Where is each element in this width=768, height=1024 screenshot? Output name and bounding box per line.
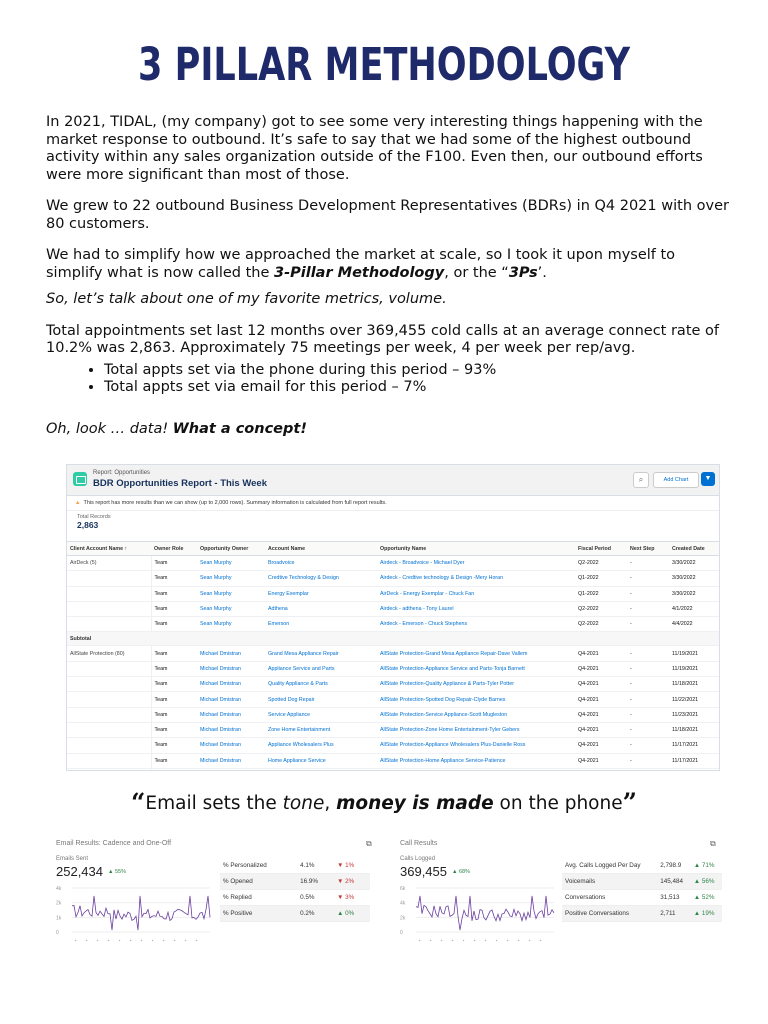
table-cell: - — [627, 722, 669, 737]
table-cell[interactable]: AllState Protection-Grand Mesa Appliance Repair-Dave Vallem — [377, 646, 575, 661]
emphasis: money is made — [336, 793, 494, 814]
group-cell — [67, 617, 151, 632]
sparkline-series — [72, 896, 210, 930]
x-tick-mark: ▪ — [84, 938, 89, 943]
table-cell[interactable]: Sean Murphy — [197, 617, 265, 632]
table-cell[interactable]: Service Appliance — [265, 707, 377, 722]
metric-value: 0.5% — [297, 890, 334, 906]
y-tick-label: 1k — [56, 915, 62, 922]
x-tick-mark: ▪ — [172, 938, 177, 943]
table-cell[interactable]: AllState Protection-Home Appliance Service-Patience — [377, 753, 575, 768]
warning-icon: ▲ — [75, 500, 81, 506]
column-header[interactable]: Owner Role — [151, 542, 197, 556]
metric-value: 2,798.9 — [657, 858, 691, 874]
table-cell: 11/17/2021 — [669, 753, 719, 768]
group-cell — [67, 722, 151, 737]
table-cell: - — [627, 586, 669, 601]
x-tick-mark: ▪ — [428, 938, 433, 943]
card-title: Call Results — [400, 840, 438, 847]
table-cell[interactable]: Emerson — [265, 617, 377, 632]
x-tick-mark: ▪ — [128, 938, 133, 943]
metric-row — [562, 858, 722, 874]
x-tick-mark: ▪ — [538, 938, 543, 943]
x-tick-mark: ▪ — [73, 938, 78, 943]
column-header[interactable]: Opportunity Owner — [197, 542, 265, 556]
calls-sparkline — [398, 884, 558, 946]
emphasis: tone — [282, 793, 325, 814]
x-tick-mark: ▪ — [117, 938, 122, 943]
call-results-card — [394, 836, 724, 948]
metric-value: 31,513 — [657, 890, 691, 906]
subtotal-row — [67, 632, 719, 646]
group-cell — [67, 571, 151, 586]
y-tick-label: 2k — [400, 915, 406, 922]
metric-value: 369,455 — [400, 864, 447, 879]
table-cell[interactable]: AllState Protection-Quality Appliance & Parts-Tyler Potter — [377, 677, 575, 692]
list-item: • Total appts set via email for this period – 7% — [104, 379, 736, 397]
x-tick-mark: ▪ — [450, 938, 455, 943]
emphasis: 3-Pillar Methodology — [274, 264, 445, 281]
paragraph: So, let’s talk about one of my favorite metrics, volume. — [46, 291, 447, 307]
table-cell: Team — [151, 601, 197, 616]
subtotal-label: Subtotal — [67, 632, 719, 646]
metric-label: Emails Sent — [56, 856, 89, 862]
table-cell[interactable]: AllState Protection-Appliance Wholesalers Plus-Danielle Ross — [377, 738, 575, 753]
table-cell[interactable]: Michael Dmistran — [197, 722, 265, 737]
table-cell: 3/30/2022 — [669, 556, 719, 571]
metric-value: 4.1% — [297, 858, 334, 874]
metric-change: ▼ 3% — [334, 890, 370, 906]
table-cell: Q2-2022 — [575, 617, 627, 632]
table-cell: 3/30/2022 — [669, 571, 719, 586]
metric-change: ▲ 68% — [452, 869, 470, 875]
table-cell: Team — [151, 722, 197, 737]
x-tick-mark: ▪ — [194, 938, 199, 943]
x-tick-mark: ▪ — [516, 938, 521, 943]
metric-change: ▼ 1% — [334, 858, 370, 874]
open-quote-mark: “ — [131, 788, 146, 817]
table-cell: Q2-2022 — [575, 556, 627, 571]
metric-value: 16.9% — [297, 874, 334, 890]
table-row — [67, 677, 719, 692]
group-cell — [67, 738, 151, 753]
report-title: BDR Opportunities Report - This Week — [93, 478, 268, 489]
table-cell: Team — [151, 646, 197, 661]
table-cell[interactable]: AllState Protection-Spotted Dog Repair-Clyde Barnes — [377, 692, 575, 707]
x-tick-mark: ▪ — [150, 938, 155, 943]
paragraph — [46, 247, 736, 282]
group-cell — [67, 586, 151, 601]
table-cell: Team — [151, 707, 197, 722]
table-cell[interactable] — [377, 768, 575, 771]
group-cell — [67, 677, 151, 692]
table-cell[interactable]: Michael Dmistran — [197, 692, 265, 707]
metric-name: % Opened — [220, 874, 297, 890]
x-tick-mark: ▪ — [483, 938, 488, 943]
table-cell: Q1-2022 — [575, 586, 627, 601]
external-link-icon[interactable]: ⧉ — [710, 839, 716, 848]
table-cell: Team — [151, 753, 197, 768]
table-cell: - — [627, 601, 669, 616]
x-tick-mark: ▪ — [505, 938, 510, 943]
pull-quote — [0, 788, 768, 817]
y-tick-label: 0 — [56, 930, 59, 936]
column-header[interactable]: Account Name — [265, 542, 377, 556]
emphasis: What a concept! — [172, 420, 307, 437]
table-cell[interactable]: Airdeck - Credtive technology & Design -Mery Horan — [377, 571, 575, 586]
table-cell: Team — [151, 586, 197, 601]
table-cell: - — [627, 738, 669, 753]
table-cell: Team — [151, 661, 197, 676]
paragraph: In 2021, TIDAL, (my company) got to see some very interesting things happening with the market response to outbound. It’s safe to say that we had some of the highest outbound activity within any sales organization outside of the F100. Even then, our outbound efforts were more significant than most of those. — [46, 114, 703, 183]
x-tick-mark: ▪ — [494, 938, 499, 943]
metric-change: ▲ 19% — [691, 906, 722, 922]
close-quote-mark: ” — [622, 788, 637, 817]
table-row — [67, 768, 719, 771]
column-header[interactable]: Next Step — [627, 542, 669, 556]
table-cell[interactable]: Broadvoice — [265, 556, 377, 571]
x-tick-mark: ▪ — [106, 938, 111, 943]
metric-value: 252,434 — [56, 864, 103, 879]
metric-change: ▲ 55% — [108, 869, 126, 875]
column-header[interactable]: Fiscal Period — [575, 542, 627, 556]
email-results-card — [50, 836, 380, 948]
group-cell: AllState Protection (80) — [67, 646, 151, 661]
table-cell — [151, 768, 197, 771]
column-header[interactable]: Client Account Name ↑ — [67, 542, 151, 556]
table-cell[interactable]: Sean Murphy — [197, 586, 265, 601]
x-tick-mark: ▪ — [161, 938, 166, 943]
group-cell — [67, 707, 151, 722]
table-cell[interactable]: Michael Dmistran — [197, 677, 265, 692]
text: Oh, look … data! — [46, 420, 173, 437]
email-metrics-table — [220, 858, 370, 922]
table-cell: - — [627, 661, 669, 676]
table-cell[interactable]: AirDeck - Energy Exemplar - Chuck Fan — [377, 586, 575, 601]
x-tick-mark: ▪ — [139, 938, 144, 943]
add-chart-button[interactable]: Add Chart — [653, 472, 699, 488]
metric-value: 145,484 — [657, 874, 691, 890]
table-cell: 4/1/2022 — [669, 601, 719, 616]
x-tick-mark: ▪ — [183, 938, 188, 943]
table-cell[interactable]: Credtive Technology & Design — [265, 571, 377, 586]
text: Email sets the — [145, 793, 283, 814]
table-cell[interactable]: Home Appliance Service — [265, 753, 377, 768]
table-cell: 11/18/2021 — [669, 722, 719, 737]
table-cell: 11/23/2021 — [669, 707, 719, 722]
table-cell: - — [627, 753, 669, 768]
text: , — [324, 793, 337, 814]
x-tick-mark: ▪ — [417, 938, 422, 943]
group-cell — [67, 601, 151, 616]
metric-name: Positive Conversations — [562, 906, 657, 922]
table-cell: - — [627, 571, 669, 586]
table-cell: - — [627, 677, 669, 692]
table-row — [67, 601, 719, 616]
y-tick-label: 6k — [400, 886, 406, 892]
metric-label: Calls Logged — [400, 856, 436, 862]
table-row — [67, 586, 719, 601]
text: on the phone — [493, 793, 623, 814]
metric-value: 0.2% — [297, 906, 334, 922]
group-cell — [67, 661, 151, 676]
table-cell: Team — [151, 677, 197, 692]
table-cell: - — [627, 617, 669, 632]
warning-banner — [67, 496, 719, 511]
x-tick-mark: ▪ — [95, 938, 100, 943]
report-screenshot — [66, 464, 720, 771]
metric-row — [562, 906, 722, 922]
table-cell: Team — [151, 692, 197, 707]
table-cell[interactable]: Grand Mesa Appliance Repair — [265, 646, 377, 661]
table-cell: Team — [151, 556, 197, 571]
table-cell[interactable]: Adthena — [265, 601, 377, 616]
table-cell: Q4-2021 — [575, 722, 627, 737]
table-cell: 11/18/2021 — [669, 677, 719, 692]
page-title: 3 PILLAR METHODOLOGY — [137, 38, 631, 91]
text: ’. — [537, 264, 547, 281]
table-cell[interactable]: Michael Dmistran — [197, 661, 265, 676]
table-row — [67, 692, 719, 707]
table-row — [67, 661, 719, 676]
metric-name: Avg. Calls Logged Per Day — [562, 858, 657, 874]
metric-row — [220, 890, 370, 906]
table-cell[interactable]: Sean Murphy — [197, 601, 265, 616]
paragraph: We grew to 22 outbound Business Development Representatives (BDRs) in Q4 2021 with over 80 customers. — [46, 198, 729, 232]
warning-text: This report has more results than we can show (up to 2,000 rows). Summary information is calculated from full report results. — [83, 500, 387, 506]
table-row — [67, 571, 719, 586]
emphasis: 3Ps — [508, 264, 538, 281]
table-cell[interactable]: Airdeck - Emerson - Chuck Stephens — [377, 617, 575, 632]
total-records — [67, 511, 719, 541]
table-cell: Q2-2022 — [575, 601, 627, 616]
table-cell: - — [627, 646, 669, 661]
table-cell: Q4-2021 — [575, 646, 627, 661]
card-title: Email Results: Cadence and One-Off — [56, 840, 172, 847]
table-cell[interactable]: Appliance Wholesalers Plus — [265, 738, 377, 753]
table-cell: Team — [151, 571, 197, 586]
table-cell: Team — [151, 738, 197, 753]
table-cell[interactable]: AllState Protection-Appliance Service and Parts-Tonja Barnett — [377, 661, 575, 676]
group-cell: AirDeck (5) — [67, 556, 151, 571]
table-cell[interactable]: AllState Protection-Zone Home Entertainment-Tyler Gebers — [377, 722, 575, 737]
table-cell: - — [627, 692, 669, 707]
metric-row — [220, 874, 370, 890]
table-cell[interactable]: Airdeck - adthena - Tony Laurel — [377, 601, 575, 616]
paragraph — [46, 421, 736, 439]
table-cell: Q4-2021 — [575, 738, 627, 753]
group-cell — [67, 753, 151, 768]
report-icon — [73, 472, 87, 486]
table-cell: 11/19/2021 — [669, 661, 719, 676]
table-cell[interactable] — [265, 768, 377, 771]
metric-name: % Personalized — [220, 858, 297, 874]
table-cell: 11/22/2021 — [669, 692, 719, 707]
x-tick-mark: ▪ — [439, 938, 444, 943]
metric-row — [220, 858, 370, 874]
table-cell[interactable]: AllState Protection-Service Appliance-Scott Mugleston — [377, 707, 575, 722]
x-tick-mark: ▪ — [461, 938, 466, 943]
table-cell[interactable]: Quality Appliance & Parts — [265, 677, 377, 692]
table-cell: 11/19/2021 — [669, 646, 719, 661]
metric-change: ▲ 0% — [334, 906, 370, 922]
group-cell — [67, 692, 151, 707]
table-cell: Q4-2021 — [575, 707, 627, 722]
table-cell: Team — [151, 617, 197, 632]
metric-name: % Replied — [220, 890, 297, 906]
text: We had to simplify how we approached the market at scale, so I took it upon myself to simplify what is now called the — [46, 247, 676, 281]
y-tick-label: 2k — [56, 900, 62, 907]
table-cell: 4/4/2022 — [669, 617, 719, 632]
article-body — [46, 114, 736, 452]
y-tick-label: 4k — [400, 900, 406, 907]
table-row — [67, 556, 719, 571]
search-icon[interactable]: ⌕ — [633, 472, 649, 488]
table-cell[interactable]: Appliance Service and Parts — [265, 661, 377, 676]
list-item: • Total appts set via the phone during this period – 93% — [104, 362, 736, 380]
column-header[interactable]: Opportunity Name — [377, 542, 575, 556]
table-cell: 11/17/2021 — [669, 738, 719, 753]
metric-value: 2,711 — [657, 906, 691, 922]
table-row — [67, 753, 719, 768]
filter-icon[interactable]: ▼ — [701, 472, 715, 486]
x-tick-mark: ▪ — [472, 938, 477, 943]
y-tick-label: 0 — [400, 930, 403, 936]
metric-name: % Positive — [220, 906, 297, 922]
call-metrics-table — [562, 858, 722, 922]
text: , or the “ — [444, 264, 509, 281]
table-cell[interactable]: Airdeck - Broadvoice - Michael Dyer — [377, 556, 575, 571]
table-cell[interactable]: Zone Home Entertainment — [265, 722, 377, 737]
metric-row — [562, 874, 722, 890]
group-cell — [67, 768, 151, 771]
metric-change: ▲ 52% — [691, 890, 722, 906]
y-tick-label: 4k — [56, 886, 62, 892]
metric-name: Voicemails — [562, 874, 657, 890]
table-cell: - — [627, 707, 669, 722]
table-cell[interactable]: Michael Dmistran — [197, 646, 265, 661]
bullet-list — [46, 362, 736, 397]
table-cell[interactable]: Spotted Dog Repair — [265, 692, 377, 707]
external-link-icon[interactable]: ⧉ — [366, 839, 372, 848]
total-records-label: Total Records — [77, 514, 111, 520]
metric-row — [562, 890, 722, 906]
metric-change: ▲ 71% — [691, 858, 722, 874]
table-cell: Q4-2021 — [575, 692, 627, 707]
table-cell — [627, 768, 669, 771]
sparkline-series — [416, 896, 554, 930]
table-row — [67, 722, 719, 737]
table-row — [67, 646, 719, 661]
metric-change: ▲ 56% — [691, 874, 722, 890]
table-cell[interactable]: Michael Dmistran — [197, 753, 265, 768]
report-header — [67, 465, 719, 496]
table-cell: 3/30/2022 — [669, 586, 719, 601]
table-cell: - — [627, 556, 669, 571]
column-header[interactable]: Created Date — [669, 542, 719, 556]
emails-sparkline — [54, 884, 214, 946]
table-cell[interactable] — [197, 768, 265, 771]
table-cell: Q4-2021 — [575, 677, 627, 692]
table-cell: Q1-2022 — [575, 571, 627, 586]
report-table — [67, 541, 719, 771]
metric-change: ▼ 2% — [334, 874, 370, 890]
table-cell: Q4-2021 — [575, 753, 627, 768]
table-cell[interactable]: Energy Exemplar — [265, 586, 377, 601]
table-cell[interactable]: Sean Murphy — [197, 556, 265, 571]
table-cell: Q4-2021 — [575, 661, 627, 676]
x-tick-mark: ▪ — [527, 938, 532, 943]
table-cell[interactable]: Michael Dmistran — [197, 738, 265, 753]
metric-row — [220, 906, 370, 922]
paragraph: Total appointments set last 12 months over 369,455 cold calls at an average connect rate of 10.2% was 2,863. Approximately 75 meetings per week, 4 per week per rep/avg. — [46, 322, 720, 356]
table-row — [67, 617, 719, 632]
table-row — [67, 738, 719, 753]
total-records-value: 2,863 — [77, 520, 99, 530]
report-subtitle: Report: Opportunities — [93, 470, 151, 476]
table-cell — [669, 768, 719, 771]
metric-name: Conversations — [562, 890, 657, 906]
table-cell[interactable]: Michael Dmistran — [197, 707, 265, 722]
table-row — [67, 707, 719, 722]
table-cell[interactable]: Sean Murphy — [197, 571, 265, 586]
table-cell — [575, 768, 627, 771]
